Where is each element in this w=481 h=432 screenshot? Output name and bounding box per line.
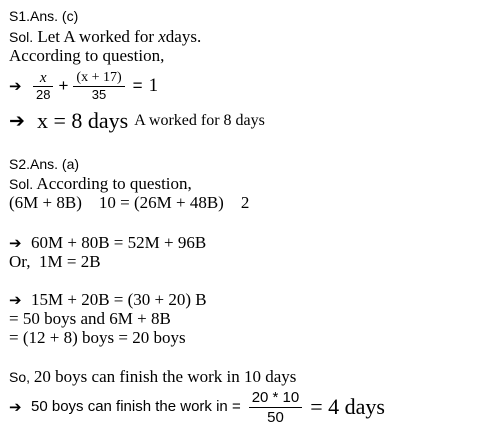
s2-final-row — [9, 386, 385, 428]
s1-frac2-num: (x + 17) — [76, 69, 122, 85]
arrow-icon: ➔ — [9, 77, 22, 95]
s2-sol-line — [9, 174, 192, 194]
s2-line2: 60M + 80B = 52M + 96B — [31, 233, 207, 252]
s2-sol-prefix: Sol. — [9, 176, 34, 192]
arrow-icon: ➔ — [9, 234, 22, 252]
s1-frac2-den: 35 — [91, 86, 107, 102]
s2-fraction — [249, 388, 303, 427]
s2-line8: 50 boys can finish the work in = — [31, 398, 241, 415]
s2-so-prefix: So, — [9, 369, 34, 385]
s2-heading: S2.Ans. (a) — [9, 156, 80, 172]
s1-plus: + — [58, 76, 69, 95]
s1-frac1-den: 28 — [36, 86, 51, 102]
s2-line4-row — [9, 290, 207, 310]
s1-result-big: x = 8 days — [37, 108, 129, 133]
s2-line5: = 50 boys and 6M + 8B — [9, 309, 171, 328]
s1-sol-prefix: Sol. — [9, 29, 34, 45]
s1-equals: = — [132, 76, 143, 95]
s2-line7: 20 boys can finish the work in 10 days — [33, 367, 297, 386]
s2-according: According to question, — [33, 174, 192, 193]
s1-rhs: 1 — [148, 75, 159, 96]
s1-var-x: x — [158, 27, 166, 46]
s1-sol-line — [9, 27, 201, 47]
s2-line3: Or, 1M = 2B — [9, 252, 101, 271]
s2-final-eq: = 4 days — [310, 394, 385, 419]
s1-heading: S1.Ans. (c) — [9, 8, 79, 24]
s2-line1: (6M + 8B) 10 = (26M + 48B) 2 — [9, 193, 250, 212]
arrow-icon: ➔ — [9, 398, 22, 416]
s1-fraction-1 — [33, 70, 53, 103]
s2-line4: 15M + 20B = (30 + 20) B — [31, 290, 207, 309]
s1-frac1-num: x — [39, 69, 47, 86]
s2-frac-den: 50 — [267, 408, 284, 426]
s1-result-small: A worked for 8 days — [134, 112, 265, 129]
s2-line6: = (12 + 8) boys = 20 boys — [9, 328, 186, 347]
s1-result — [9, 108, 265, 134]
s2-frac-num: 20 * 10 — [251, 388, 300, 406]
s1-equation — [9, 64, 161, 108]
arrow-icon: ➔ — [9, 291, 22, 309]
s1-sol-text2: days. — [165, 27, 202, 46]
s1-fraction-2 — [73, 70, 124, 103]
s1-sol-text1: Let A worked for — [33, 27, 159, 46]
arrow-icon: ➔ — [9, 110, 25, 132]
s1-according: According to question, — [9, 46, 165, 65]
s2-line7-row — [9, 367, 296, 387]
s2-line2-row — [9, 233, 206, 253]
